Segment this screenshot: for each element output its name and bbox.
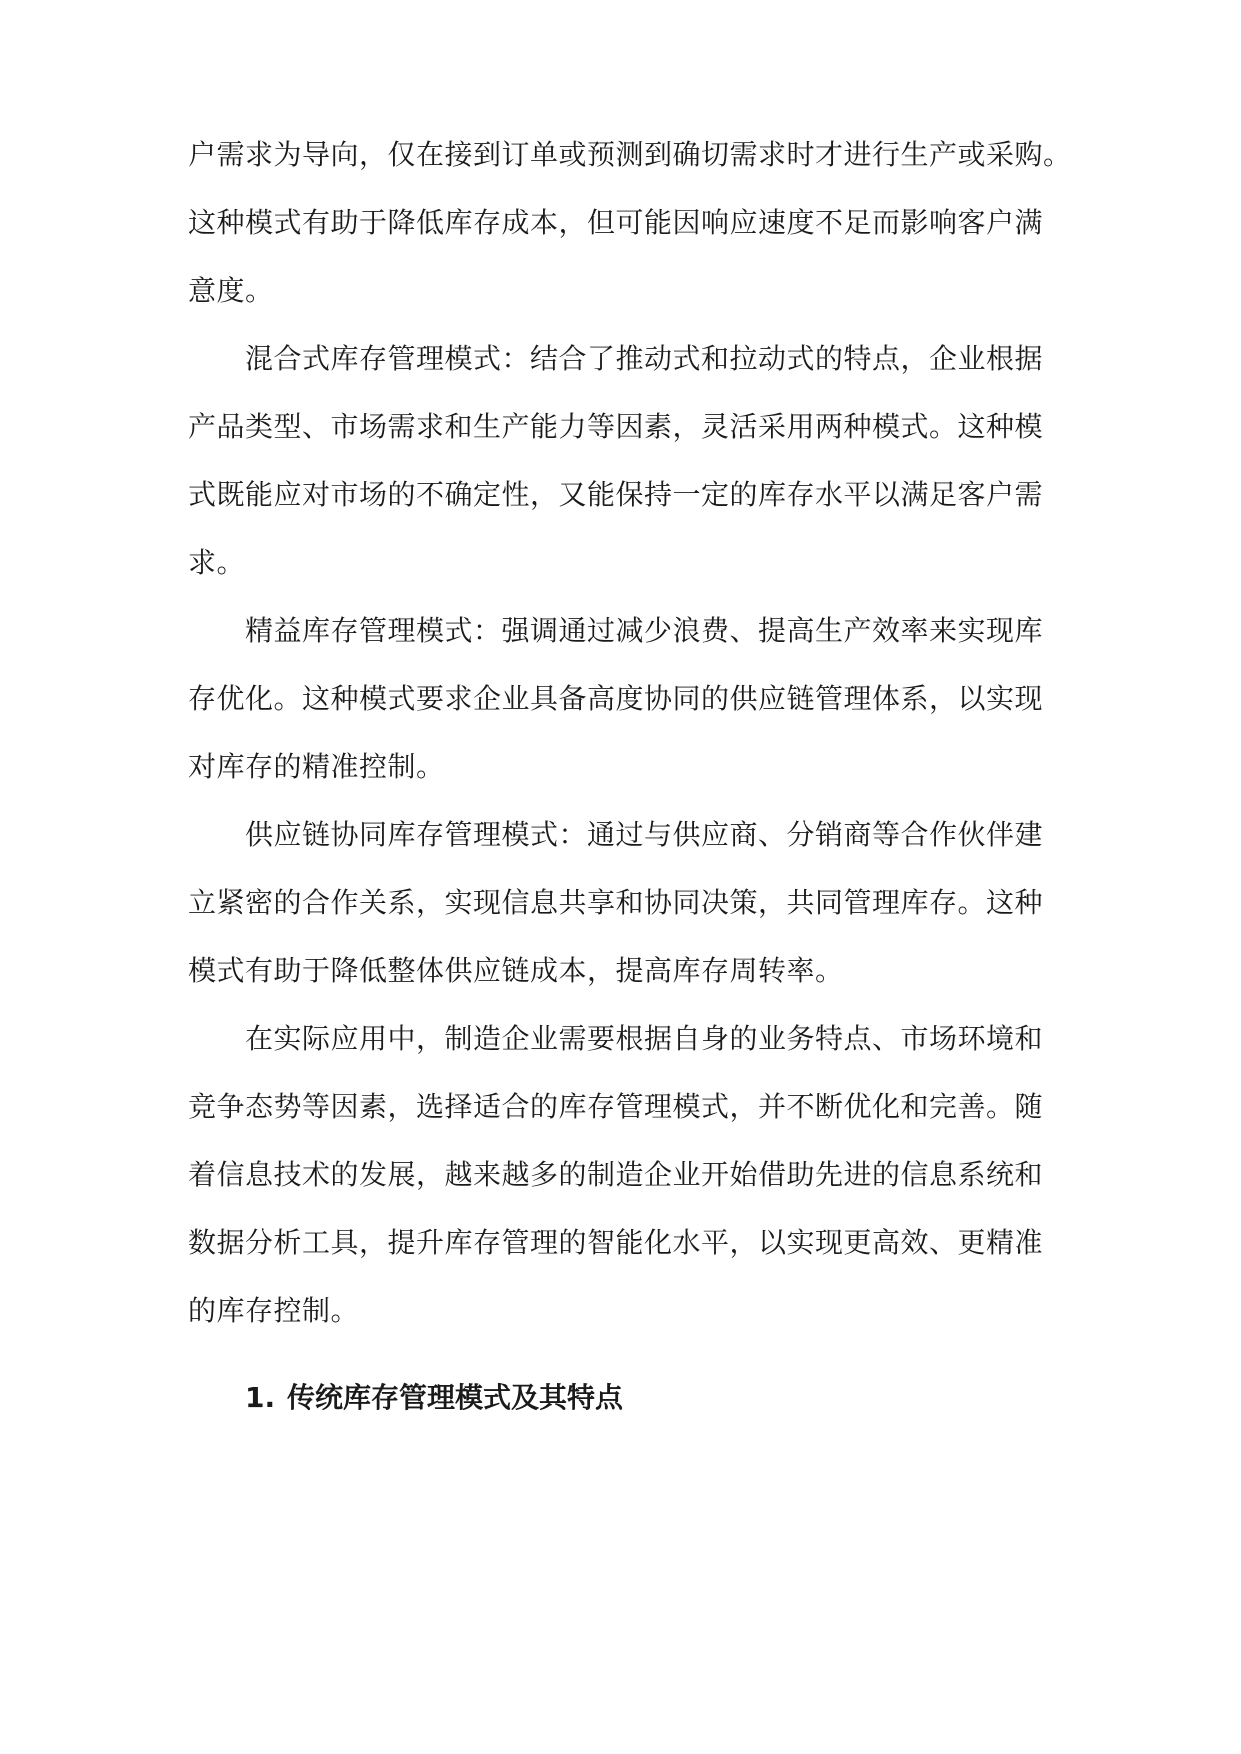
text-line: 立紧密的合作关系，实现信息共享和协同决策，共同管理库存。这种: [188, 886, 1044, 919]
text-line: 对库存的精准控制。: [188, 750, 445, 783]
text-line: 供应链协同库存管理模式：通过与供应商、分销商等合作伙伴建: [245, 818, 1044, 851]
text-line: 求。: [188, 546, 246, 579]
section-title: 传统库存管理模式及其特点: [287, 1381, 624, 1414]
text-line: 意度。: [188, 274, 274, 307]
section-number: 1.: [245, 1381, 276, 1414]
text-line: 数据分析工具，提升库存管理的智能化水平，以实现更高效、更精准: [188, 1226, 1044, 1259]
text-line: 模式有助于降低整体供应链成本，提高库存周转率。: [188, 954, 844, 987]
text-line: 精益库存管理模式：强调通过减少浪费、提高生产效率来实现库: [245, 614, 1044, 647]
text-line: 在实际应用中，制造企业需要根据自身的业务特点、市场环境和: [245, 1022, 1044, 1055]
section-heading: [245, 1378, 1045, 1418]
text-line: 竞争态势等因素，选择适合的库存管理模式，并不断优化和完善。随: [188, 1090, 1044, 1123]
text-line: 着信息技术的发展，越来越多的制造企业开始借助先进的信息系统和: [188, 1158, 1044, 1191]
text-line: 式既能应对市场的不确定性，又能保持一定的库存水平以满足客户需: [188, 478, 1044, 511]
text-line: 户需求为导向，仅在接到订单或预测到确切需求时才进行生产或采购。: [188, 138, 1072, 171]
text-line: 这种模式有助于降低库存成本，但可能因响应速度不足而影响客户满: [188, 206, 1044, 239]
text-line: 存优化。这种模式要求企业具备高度协同的供应链管理体系，以实现: [188, 682, 1044, 715]
text-line: 的库存控制。: [188, 1294, 360, 1327]
text-line: 混合式库存管理模式：结合了推动式和拉动式的特点，企业根据: [245, 342, 1044, 375]
text-line: 产品类型、市场需求和生产能力等因素，灵活采用两种模式。这种模: [188, 410, 1044, 443]
